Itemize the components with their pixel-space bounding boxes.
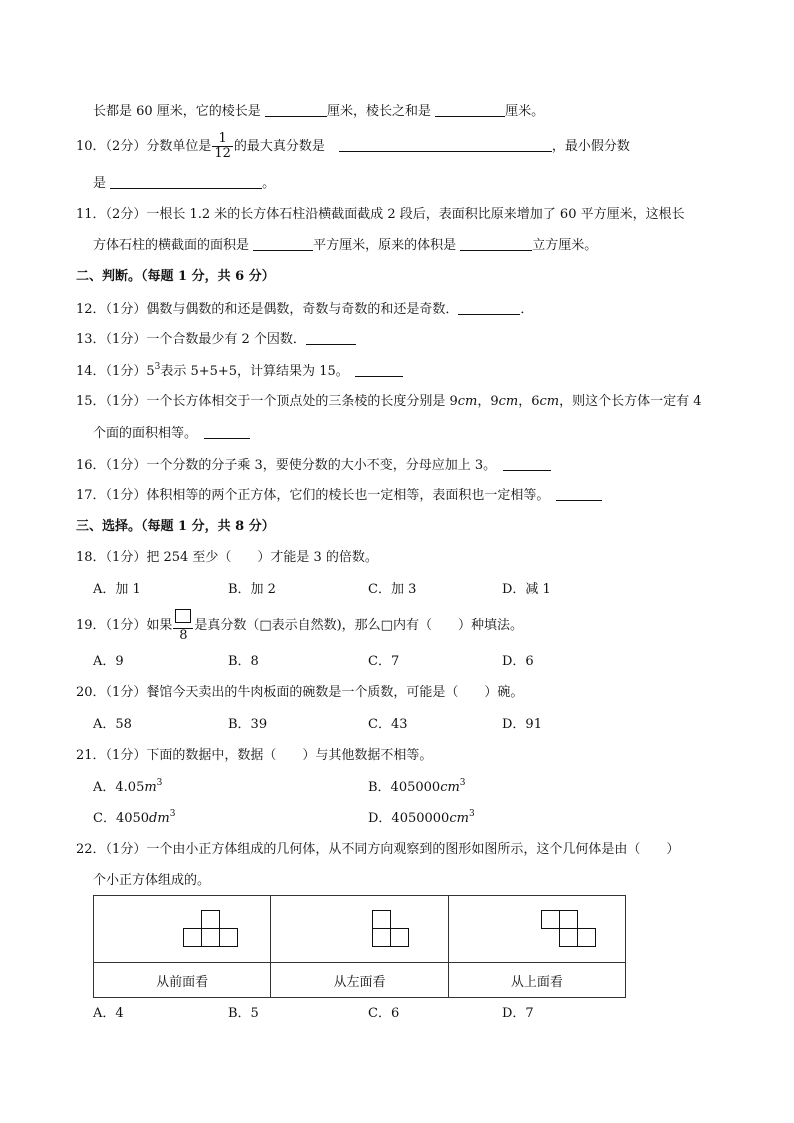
q15-text-d: ，则这个长方体一定有 4	[559, 394, 702, 409]
q10-frac-den: 12	[214, 146, 231, 161]
q14-text-a: 14．（1分）5	[76, 364, 155, 379]
q18-option-c[interactable]: C．加 3	[368, 582, 417, 597]
q21-option-c[interactable]	[93, 810, 175, 828]
q15-line1	[76, 393, 702, 411]
q22-option-c[interactable]: C．6	[368, 1006, 400, 1021]
q16-text: 16．（1分）一个分数的分子乘 3，要使分数的大小不变，分母应加上 3。	[76, 458, 490, 473]
q11-text-b: 平方厘米，原来的体积是	[313, 238, 461, 253]
cube-square	[372, 910, 391, 929]
q15-unit2: cm	[498, 394, 519, 409]
q19-stem	[76, 608, 523, 643]
q20-option-d[interactable]: D．91	[502, 717, 542, 732]
q21-option-a-label: A．4.05	[93, 780, 145, 795]
q21-option-d-label: D．4050000	[368, 811, 450, 826]
q11-line2	[93, 236, 597, 255]
q11-blank-volume[interactable]	[460, 236, 532, 251]
cube-square	[541, 910, 560, 929]
q14-exponent: 3	[154, 362, 161, 372]
q14-text-b: 表示 5+5+5，计算结果为 15。	[160, 364, 343, 379]
q15-text-b: ，9	[477, 394, 499, 409]
q14	[76, 362, 403, 381]
q11-text-c: 立方厘米。	[532, 238, 598, 253]
q22-option-d[interactable]: D．7	[502, 1006, 534, 1021]
q21-option-b[interactable]	[368, 779, 466, 797]
q9-text2: 厘米，棱长之和是	[326, 104, 436, 119]
q15-text-a: 15．（1分）一个长方体相交于一个顶点处的三条棱的长度分别是 9	[76, 394, 458, 409]
q21-option-c-unit: dm	[149, 811, 170, 826]
q19-option-b[interactable]: B．8	[228, 654, 259, 669]
q19-suffix: 是真分数（□表示自然数)，那么□内有（ ）种填法。	[194, 618, 523, 633]
cube-square	[201, 928, 220, 947]
q11-blank-area[interactable]	[253, 236, 313, 251]
q15-blank[interactable]	[204, 424, 250, 439]
q15-unit1: cm	[457, 394, 478, 409]
view-left-figure	[271, 896, 448, 963]
cube-square	[201, 910, 220, 929]
q12-blank[interactable]	[458, 300, 520, 315]
cube-square	[559, 928, 578, 947]
cube-square	[559, 910, 578, 929]
q22-stem-line2: 个小正方体组成的。	[93, 873, 211, 888]
view-front-figure	[94, 896, 271, 963]
q21-option-d-unit: cm	[449, 811, 469, 826]
q19-box-symbol	[175, 609, 191, 623]
q20-option-c[interactable]: C．43	[368, 717, 408, 732]
q21-option-a[interactable]	[93, 779, 162, 797]
q19-option-c[interactable]: C．7	[368, 654, 400, 669]
q21-option-b-sup: 3	[459, 778, 466, 788]
view-left-label: 从左面看	[271, 963, 448, 998]
q19-prefix: 19．（1分）如果	[76, 618, 173, 633]
q15-line2	[93, 424, 250, 443]
q18-option-a[interactable]: A．加 1	[93, 582, 141, 597]
q20-option-b[interactable]: B．39	[228, 717, 268, 732]
q22-stem-line1: 22．（1分）一个由小正方体组成的几何体，从不同方向观察到的图形如图所示，这个几何体是由（ ）	[76, 842, 680, 857]
q18-option-d[interactable]: D．减 1	[502, 582, 551, 597]
cube-square	[372, 928, 391, 947]
q21-stem: 21．（1分）下面的数据中，数据（ ）与其他数据不相等。	[76, 748, 433, 763]
q9-blank-sum[interactable]	[435, 102, 505, 117]
q18-option-b[interactable]: B．加 2	[228, 582, 276, 597]
q9-text3: 厘米。	[505, 104, 545, 119]
q10-line2	[93, 174, 275, 193]
q13-text: 13．（1分）一个合数最少有 2 个因数．	[76, 332, 306, 347]
q18-stem: 18．（1分）把 254 至少（ ）才能是 3 的倍数。	[76, 550, 378, 565]
view-top-label: 从上面看	[448, 963, 625, 998]
cube-square	[219, 928, 238, 947]
q21-option-b-unit: cm	[440, 780, 460, 795]
q17-text: 17．（1分）体积相等的两个正方体，它们的棱长也一定相等，表面积也一定相等。	[76, 488, 543, 503]
section-judgment-heading: 二、判断。（每题 1 分，共 6 分）	[76, 269, 275, 284]
q21-option-c-sup: 3	[169, 809, 176, 819]
q15-unit3: cm	[539, 394, 560, 409]
q10-mid: 的最大真分数是	[233, 139, 325, 154]
q19-fraction	[173, 608, 193, 643]
cube-square	[390, 928, 409, 947]
q21-option-d[interactable]	[368, 810, 475, 828]
view-top-figure	[448, 896, 625, 963]
q16-blank[interactable]	[503, 456, 551, 471]
q12-text: 12．（1分）偶数与偶数的和还是偶数，奇数与奇数的和还是奇数．	[76, 302, 459, 317]
q10-prefix: 10．（2分）分数单位是	[76, 139, 212, 154]
q19-option-a[interactable]: A．9	[93, 654, 124, 669]
q12	[76, 300, 533, 319]
q9-blank-edge[interactable]	[265, 102, 327, 117]
cube-square	[183, 928, 202, 947]
view-front-label: 从前面看	[94, 963, 271, 998]
q22-option-a[interactable]: A．4	[93, 1006, 124, 1021]
q10-fraction	[212, 132, 233, 161]
q10-line2-prefix: 是	[93, 176, 107, 191]
q10-blank-min-improper[interactable]	[110, 174, 262, 189]
q21-option-a-sup: 3	[156, 778, 163, 788]
q10-line2-end: 。	[262, 176, 276, 191]
q15-text-c: ，6	[518, 394, 540, 409]
q14-blank[interactable]	[355, 362, 403, 377]
q17-blank[interactable]	[556, 486, 602, 501]
q21-option-d-sup: 3	[468, 809, 475, 819]
q11-line1: 11．（2分）一根长 1.2 米的长方体石柱沿横截面截成 2 段后，表面积比原来增加了 60 平方厘米，这根长	[76, 207, 685, 222]
q22-option-b[interactable]: B．5	[228, 1006, 259, 1021]
q15-line2-text: 个面的面积相等。	[93, 426, 191, 441]
q21-option-a-unit: m	[144, 780, 157, 795]
q13-blank[interactable]	[306, 330, 356, 345]
q21-option-b-label: B．405000	[368, 780, 441, 795]
q10-frac-num: 1	[212, 132, 233, 147]
q10-tail: ，最小假分数	[551, 139, 630, 154]
q20-stem: 20．（1分）餐馆今天卖出的牛肉板面的碗数是一个质数，可能是（ ）碗。	[76, 685, 524, 700]
q10-blank-max-proper[interactable]	[339, 137, 552, 152]
q19-option-d[interactable]: D．6	[502, 654, 534, 669]
section-choice-heading: 三、选择。（每题 1 分，共 8 分）	[76, 519, 275, 534]
cube-square	[577, 928, 596, 947]
q20-option-a[interactable]: A．58	[93, 717, 132, 732]
q19-frac-num	[173, 608, 193, 629]
q13	[76, 330, 356, 349]
q19-frac-den: 8	[179, 628, 188, 643]
q11-text-a: 方体石柱的横截面的面积是	[93, 238, 254, 253]
q10-line1	[76, 132, 630, 162]
q22-views-table	[93, 895, 626, 998]
q21-option-c-label: C．4050	[93, 811, 150, 826]
q9-continuation	[93, 102, 544, 121]
q17	[76, 486, 602, 505]
q12-end: ．	[520, 302, 534, 317]
q9-text1: 长都是 60 厘米，它的棱长是	[93, 104, 265, 119]
q16	[76, 456, 551, 475]
